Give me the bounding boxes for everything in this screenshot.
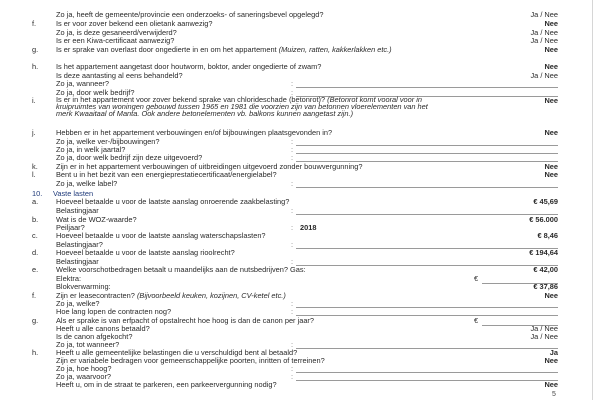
answer: Nee [544,170,558,179]
question-text: Hoeveel betaalde u voor de laatste aanslag rioolrecht? [56,248,235,257]
item-letter: f. [32,19,37,28]
item-letter: h. [32,62,39,71]
document-page: Zo ja, heeft de gemeente/provincie een onderzoeks- of saneringsbevel opgelegd? Ja / Nee f. Is er voor zover bekend een olietank aanwezig? Nee Zo ja, is deze gesaneerd/verwijderd? Ja / Nee Is er een Kiwa-certificaat aanwezig? Ja / Nee g. Is er sprake van overlast door ongedierte in en om het appartement (Muizen, ratten, kakkerlakken etc.) Nee h. Is het appartement aangetast door houtworm, boktor, ander ongedierte of zwam? Nee Is deze aantasting al eens behandeld? Ja / Nee Zo ja, wanneer? : Zo ja, door welk bedrijf? : i. Is er in het appartement voor zover bekend sprake van chlorideschade (betonrot)? (Betonrot komt vooral voor in kruipruimtes van woningen gebouwd tussen 1965 en 1981 die voorzien zijn van betonnen vloerelementen van het merk Kwaaitaal of Manta. Ook andere betonelementen vb. balkons kunnen aangetast zijn.) Nee j. Hebben er in het appartement verbouwingen en/of bijbouwingen plaatsgevonden in? Nee Zo ja, welke ver-/bijbouwingen? : Zo ja, in welk jaartal? : Zo ja, door welk bedrijf zijn deze uitgevoerd? : k. Zijn er in het appartement verbouwingen of uitbreidingen uitgevoerd zonder bouwvergunning? Nee l. Bent u in het bezit van een energieprestatiecertificaat/energielabel? Nee Zo ja, welke label? : 10. Vaste lasten a. Hoeveel betaalde u voor de laatste aanslag onroerende zaakbelasting? € 45,69 Belastingjaar : b. Wat is de WOZ-waarde? € 56.000 Peiljaar? : 2018 c. Hoeveel betaalde u voor de laatste aanslag waterschapslasten? € 8,46 Belastingjaar? : d. Hoeveel betaalde u voor de laatste aanslag rioolrecht? € 194,64 Belastingjaar : e. Welke voorschotbedragen betaalt u maandelijks aan de nutsbedrijven? Gas: € 42,00 Elektra: € Blokverwarming: € 37,86 f. Zijn er leasecontracten? (Bijvoorbeeld keuken, kozijnen, CV-ketel etc.) Nee Zo ja, welke? : Hoe lang lopen de contracten nog? : g. Als er sprake is van erfpacht of opstalrecht hoe hoog is dan de canon per jaar? € Heeft u alle canons betaald? Ja / Nee Is de canon afgekocht? Ja / Nee Zo ja, tot wanneer? : h. Heeft u alle gemeentelijke belastingen die u verschuldigd bent al betaald? Ja Zijn er variabele bedragen voor gemeenschappelijke poorten, inritten of terreinen? Nee Zo ja, hoe hoog? : Zo ja, waarvoor? : Heeft u, om in de straat te parkeren, een parkeervergunning nodig? Nee 5 [0,0,600,400]
answer-field[interactable] [296,87,558,88]
item-letter: g. [32,45,39,54]
section-title: Vaste lasten [53,189,94,198]
question-row [0,46,600,62]
item-letter: i. [32,96,36,105]
question-text: Blokverwarming: [56,282,111,291]
answer-field[interactable] [296,214,558,215]
answer: Nee [544,45,558,54]
question-text: Is deze aantasting al eens behandeld? [56,71,183,80]
question-text: Is er in het appartement voor zover bekend sprake van chlorideschade (betonrot)? (Betonrot komt vooral voor in kruipruimtes van woningen gebouwd tussen 1965 en 1981 die voorzien zijn van betonnen vloerelementen van het merk Kwaaitaal of Manta. Ook andere betonelementen vb. balkons kunnen aangetast zijn.) [56,95,428,118]
question-text: Peiljaar? [56,223,85,232]
answer: Nee [544,162,558,171]
question-text: Zo ja, door welk bedrijf zijn deze uitgevoerd? [56,153,203,162]
item-letter: j. [32,128,36,137]
question-text: Heeft u alle gemeentelijke belastingen die u verschuldigd bent al betaald? [56,348,298,357]
item-letter: c. [32,231,38,240]
question-text: Belastingjaar [56,257,99,266]
question-text: Hoe lang lopen de contracten nog? [56,307,172,316]
answer: Nee [544,96,558,105]
question-text: Zo ja, in welk jaartal? [56,145,126,154]
question-text: Elektra: [56,274,82,283]
question-row [0,97,600,129]
question-text: Zo ja, wanneer? [56,79,109,88]
question-text: Hoeveel betaalde u voor de laatste aanslag waterschapslasten? [56,231,266,240]
question-text: Belastingjaar [56,206,99,215]
answer: Ja / Nee [530,332,558,341]
page-number: 5 [552,391,556,398]
answer: Ja / Nee [530,324,558,333]
question-text: Is er een Kiwa-certificaat aanwezig? [56,36,175,45]
question-text: Bent u in het bezit van een energieprestatiecertificaat/energielabel? [56,170,277,179]
question-text: Is er sprake van overlast door ongedierte in en om het appartement (Muizen, ratten, kakkerlakken etc.) [56,45,392,54]
answer-field[interactable] [296,307,558,308]
answer: € 56.000 [529,215,558,224]
question-text: Hebben er in het appartement verbouwingen en/of bijbouwingen plaatsgevonden in? [56,128,333,137]
euro-field[interactable]: € [474,275,558,284]
question-text: Zijn er leasecontracten? (Bijvoorbeeld keuken, kozijnen, CV-ketel etc.) [56,291,286,300]
answer: € 45,69 [533,197,558,206]
answer: Ja / Nee [530,28,558,37]
answer-field[interactable] [296,153,558,154]
question-text: Heeft u, om in de straat te parkeren, een parkeervergunning nodig? [56,380,277,389]
question-text: Is het appartement aangetast door houtworm, boktor, ander ongedierte of zwam? [56,62,322,71]
answer: Nee [544,62,558,71]
question-text: Belastingjaar? [56,240,103,249]
question-text: Is er voor zover bekend een olietank aanwezig? [56,19,213,28]
answer: € 8,46 [537,231,558,240]
answer: Ja / Nee [530,10,558,19]
question-text: Zo ja, welke? [56,299,100,308]
answer: Nee [544,291,558,300]
item-letter: d. [32,248,39,257]
question-text: Wat is de WOZ-waarde? [56,215,137,224]
item-letter: l. [32,170,36,179]
question-text: Zo ja, heeft de gemeente/provincie een onderzoeks- of saneringsbevel opgelegd? [56,10,324,19]
question-text: Heeft u alle canons betaald? [56,324,150,333]
answer: Nee [544,19,558,28]
question-text: Zo ja, hoe hoog? [56,364,112,373]
answer: Ja / Nee [530,71,558,80]
question-text: Zo ja, welke label? [56,179,118,188]
item-letter: g. [32,316,39,325]
answer: € 42,00 [533,265,558,274]
answer-field[interactable] [296,145,558,146]
question-text: Als er sprake is van erfpacht of opstalrecht hoe hoog is dan de canon per jaar? [56,316,315,325]
question-text: Zo ja, tot wanneer? [56,340,120,349]
section-number: 10. [32,189,43,198]
question-text: Zo ja, welke ver-/bijbouwingen? [56,137,160,146]
question-text: Zijn er in het appartement verbouwingen of uitbreidingen uitgevoerd zonder bouwvergunning? [56,162,363,171]
answer-field[interactable] [296,372,558,373]
answer-field[interactable] [296,187,558,188]
item-letter: k. [32,162,38,171]
answer-field[interactable] [296,315,558,316]
item-letter: e. [32,265,39,274]
answer: € 194,64 [529,248,558,257]
answer-value: 2018 [300,223,317,232]
euro-field[interactable]: € [474,317,558,326]
question-text: Zo ja, is deze gesaneerd/verwijderd? [56,28,177,37]
answer: Ja [549,348,558,357]
question-text: Zo ja, waarvoor? [56,372,112,381]
answer: Nee [544,380,558,389]
item-letter: a. [32,197,39,206]
answer: Nee [544,356,558,365]
question-text: Is de canon afgekocht? [56,332,133,341]
item-letter: f. [32,291,37,300]
question-text: Hoeveel betaalde u voor de laatste aanslag onroerende zaakbelasting? [56,197,290,206]
answer: Ja / Nee [530,36,558,45]
question-text: Welke voorschotbedragen betaalt u maandelijks aan de nutsbedrijven? Gas: [56,265,306,274]
item-letter: b. [32,215,39,224]
answer: € 37,86 [533,282,558,291]
answer: Nee [544,128,558,137]
question-text: Zijn er variabele bedragen voor gemeenschappelijke poorten, inritten of terreinen? [56,356,325,365]
question-text: Zo ja, door welk bedrijf? [56,88,135,97]
item-letter: h. [32,348,39,357]
